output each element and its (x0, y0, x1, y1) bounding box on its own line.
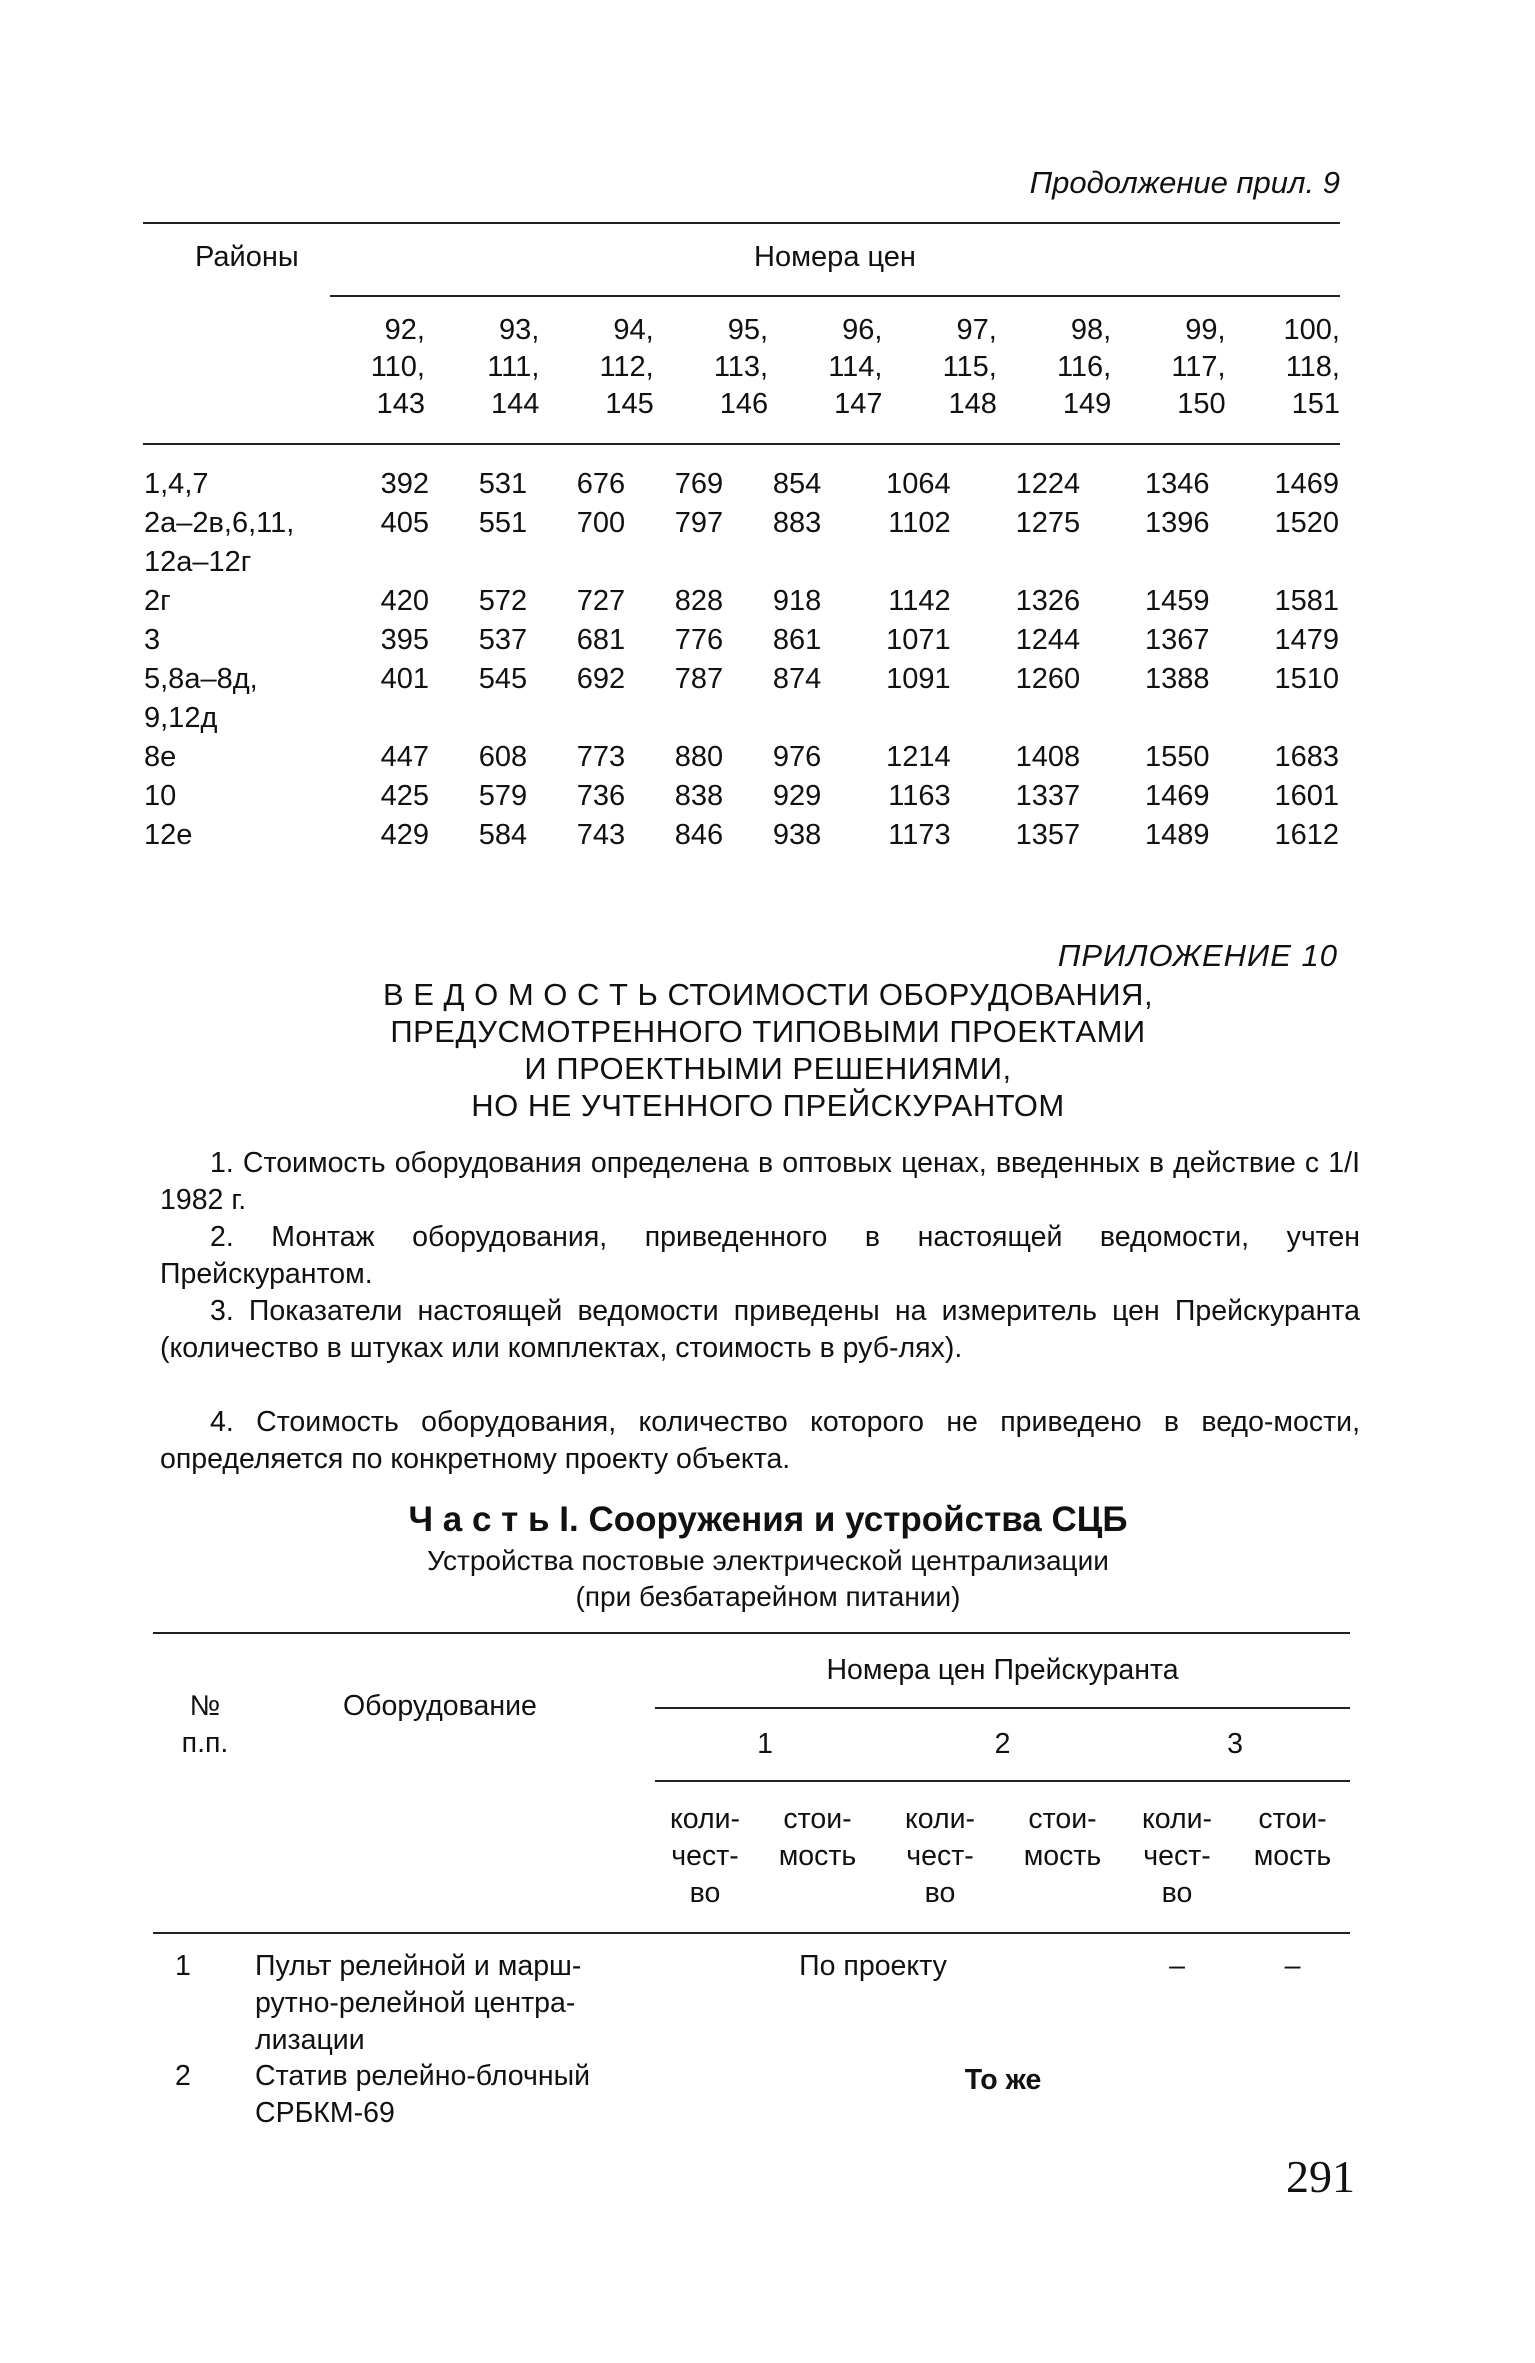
value-cell: 700 (576, 507, 626, 539)
value-cell: 545 (478, 663, 528, 695)
row-cost-3: – (1284, 1950, 1301, 1982)
paragraph-3: 3. Показатели настоящей ведомости приведены на измеритель цен Прейскуранта (количество в штуках или комплектах, стоимость в руб-лях). (160, 1295, 1360, 1364)
value-cell: 405 (380, 507, 430, 539)
value-cell: 692 (576, 663, 626, 695)
value-cell: 1214 (886, 741, 951, 773)
paragraph-2: 2. Монтаж оборудования, приведенного в настоящей ведомости, учтен Прейскурантом. (160, 1221, 1360, 1290)
value-cell: 1683 (1274, 741, 1339, 773)
value-cell: 1224 (1015, 468, 1081, 500)
table-row (143, 543, 1340, 582)
region-cell: 5,8а–8д, (144, 663, 258, 695)
value-cell (332, 543, 430, 582)
value-cell: 1510 (1274, 663, 1339, 695)
value-cell: 776 (674, 624, 724, 656)
row-merged-value: По проекту (799, 1950, 947, 1982)
table-row (143, 816, 1340, 855)
value-cell: 1091 (886, 663, 951, 695)
value-cell (430, 543, 528, 582)
value-cell: 1581 (1274, 585, 1339, 617)
value-cell: 1142 (888, 585, 951, 617)
table2-equipment-header: Оборудование (343, 1690, 537, 1722)
value-cell: 572 (478, 585, 528, 617)
table1-prices-header: Номера цен (754, 241, 916, 273)
value-cell: 846 (674, 819, 724, 851)
value-cell (724, 543, 822, 582)
value-cell (1081, 699, 1210, 738)
row-number: 2 (175, 2060, 191, 2092)
table2-prices-header: Номера цен Прейскуранта (826, 1654, 1179, 1686)
table2-no-header: № п.п. (181, 1690, 229, 1759)
value-cell: 1469 (1274, 468, 1339, 500)
value-cell: 918 (772, 585, 822, 617)
row-merged-value: То же (964, 2064, 1042, 2096)
value-cell: 929 (772, 780, 822, 812)
continuation-label: Продолжение прил. 9 (1029, 165, 1340, 200)
value-cell: 551 (478, 507, 528, 539)
value-cell: 608 (478, 741, 528, 773)
value-cell: 838 (674, 780, 724, 812)
value-cell: 1388 (1144, 663, 1210, 695)
region-cell: 1,4,7 (144, 468, 209, 500)
region-cell: 12а–12г (144, 546, 252, 578)
table1-region-header: Районы (195, 241, 299, 273)
price-column-header: 95, 113, 146 (713, 314, 769, 420)
value-cell (528, 699, 626, 738)
subheader-cost: стои- мость (1023, 1803, 1102, 1872)
subtitle-line: Устройства постовые электрической централизации (427, 1545, 1109, 1576)
value-cell (1211, 543, 1341, 582)
value-cell (1211, 699, 1341, 738)
price-column-header: 98, 116, 149 (1056, 314, 1112, 420)
value-cell: 1612 (1274, 819, 1339, 851)
part-subtitle (143, 1543, 1393, 1615)
value-cell: 1408 (1015, 741, 1081, 773)
paragraph-1: 1. Стоимость оборудования определена в оптовых ценах, введенных в действие с 1/I 1982 г. (160, 1147, 1360, 1216)
table1-price-columns (330, 312, 1340, 423)
price-column-header: 92, 110, 143 (370, 314, 425, 420)
value-cell: 1550 (1144, 741, 1210, 773)
value-cell (952, 543, 1081, 582)
value-cell: 1459 (1144, 585, 1210, 617)
value-cell: 1326 (1015, 585, 1081, 617)
price-column-header: 100, 118, 151 (1283, 314, 1340, 420)
value-cell: 1367 (1144, 624, 1210, 656)
subheader-cost: стои- мость (1253, 1803, 1332, 1872)
price-number-1: 1 (757, 1728, 773, 1760)
value-cell (822, 543, 951, 582)
value-cell: 537 (478, 624, 528, 656)
price-column-header: 97, 115, 148 (942, 314, 997, 420)
value-cell: 787 (674, 663, 724, 695)
value-cell: 1337 (1015, 780, 1081, 812)
value-cell: 743 (576, 819, 626, 851)
value-cell (626, 543, 724, 582)
paragraph-4: 4. Стоимость оборудования, количество которого не приведено в ведо-мости, определяется по конкретному проекту объекта. (160, 1406, 1360, 1475)
value-cell: 1102 (888, 507, 951, 539)
table-row (143, 699, 1340, 738)
value-cell: 880 (674, 741, 724, 773)
table1-body-rule (143, 443, 1340, 445)
value-cell (332, 699, 430, 738)
table2-numbers-rule (655, 1780, 1350, 1782)
value-cell: 883 (772, 507, 822, 539)
value-cell: 531 (478, 468, 528, 500)
table-row (143, 465, 1340, 504)
value-cell: 1346 (1144, 468, 1210, 500)
value-cell: 769 (674, 468, 724, 500)
price-column-header: 99, 117, 150 (1171, 314, 1226, 420)
value-cell: 1357 (1015, 819, 1081, 851)
value-cell: 736 (576, 780, 626, 812)
price-column-header: 93, 111, 144 (487, 314, 540, 420)
title-line: ПРЕДУСМОТРЕННОГО ТИПОВЫМИ ПРОЕКТАМИ (390, 1014, 1146, 1049)
table2-top-rule (153, 1632, 1350, 1634)
value-cell: 1489 (1144, 819, 1210, 851)
value-cell (430, 699, 528, 738)
table2-prices-rule (655, 1707, 1350, 1709)
value-cell: 1244 (1015, 624, 1081, 656)
row-equipment: Статив релейно-блочный СРБКМ-69 (255, 2060, 591, 2129)
price-number-3: 3 (1227, 1728, 1243, 1760)
value-cell (528, 543, 626, 582)
region-cell: 9,12д (144, 702, 218, 734)
value-cell: 676 (576, 468, 626, 500)
value-cell: 727 (576, 585, 626, 617)
part-title: Ч а с т ь I. Сооружения и устройства СЦБ (408, 1500, 1128, 1539)
value-cell: 828 (674, 585, 724, 617)
table-row (143, 621, 1340, 660)
value-cell: 1064 (886, 468, 951, 500)
value-cell (1081, 543, 1210, 582)
region-cell: 12е (144, 819, 193, 851)
value-cell: 773 (576, 741, 626, 773)
value-cell: 797 (674, 507, 724, 539)
region-cell: 2а–2в,6,11, (144, 507, 295, 539)
subtitle-line: (при безбатарейном питании) (575, 1581, 961, 1612)
subheader-cost: стои- мость (778, 1803, 857, 1872)
table-row (153, 1948, 1350, 2058)
table2-body-rule (153, 1932, 1350, 1934)
table1-body (143, 465, 1340, 855)
value-cell: 938 (772, 819, 822, 851)
appendix-label: ПРИЛОЖЕНИЕ 10 (1057, 938, 1338, 973)
value-cell (724, 699, 822, 738)
value-cell: 1071 (886, 624, 951, 656)
value-cell: 429 (380, 819, 430, 851)
table-row (143, 504, 1340, 543)
table-row (153, 2058, 1350, 2138)
value-cell: 1163 (888, 780, 951, 812)
value-cell (822, 699, 951, 738)
subheader-qty: коли- чест- во (904, 1803, 976, 1909)
value-cell: 1396 (1144, 507, 1210, 539)
value-cell: 1479 (1274, 624, 1339, 656)
region-cell: 2г (144, 585, 171, 617)
row-equipment: Пульт релейной и марш- рутно-релейной центра- лизации (255, 1950, 582, 2056)
table-row (143, 660, 1340, 699)
value-cell: 420 (380, 585, 430, 617)
value-cell: 1275 (1015, 507, 1081, 539)
value-cell: 874 (772, 663, 822, 695)
price-column-header: 96, 114, 147 (828, 314, 883, 420)
value-cell: 861 (772, 624, 822, 656)
subheader-qty: коли- чест- во (1141, 1803, 1213, 1909)
title-line: В Е Д О М О С Т Ь СТОИМОСТИ ОБОРУДОВАНИЯ, (382, 977, 1154, 1012)
title-line: И ПРОЕКТНЫМИ РЕШЕНИЯМИ, (524, 1051, 1012, 1086)
value-cell: 976 (772, 741, 822, 773)
value-cell: 584 (478, 819, 528, 851)
table-row (143, 582, 1340, 621)
appendix-title (143, 976, 1393, 1124)
value-cell: 1260 (1015, 663, 1081, 695)
value-cell: 425 (380, 780, 430, 812)
value-cell: 392 (380, 468, 430, 500)
value-cell: 447 (380, 741, 430, 773)
value-cell (626, 699, 724, 738)
value-cell: 681 (576, 624, 626, 656)
row-qty-3: – (1169, 1950, 1185, 1982)
table1-top-rule (143, 222, 1340, 224)
table1-header-rule (330, 295, 1340, 297)
value-cell (952, 699, 1081, 738)
subheader-qty: коли- чест- во (669, 1803, 741, 1909)
table-row (143, 738, 1340, 777)
region-cell: 8е (144, 741, 177, 773)
value-cell: 579 (478, 780, 528, 812)
value-cell: 1520 (1274, 507, 1339, 539)
region-cell: 3 (144, 624, 161, 656)
page-number: 291 (1286, 2151, 1355, 2202)
title-line: НО НЕ УЧТЕННОГО ПРЕЙСКУРАНТОМ (471, 1088, 1065, 1123)
price-number-2: 2 (994, 1728, 1011, 1760)
value-cell: 854 (772, 468, 822, 500)
region-cell: 10 (144, 780, 177, 812)
value-cell: 1469 (1144, 780, 1210, 812)
table-row (143, 777, 1340, 816)
value-cell: 1601 (1274, 780, 1339, 812)
row-number: 1 (175, 1950, 191, 1982)
value-cell: 1173 (888, 819, 951, 851)
price-column-header: 94, 112, 145 (599, 314, 654, 420)
value-cell: 395 (380, 624, 430, 656)
value-cell: 401 (380, 663, 430, 695)
